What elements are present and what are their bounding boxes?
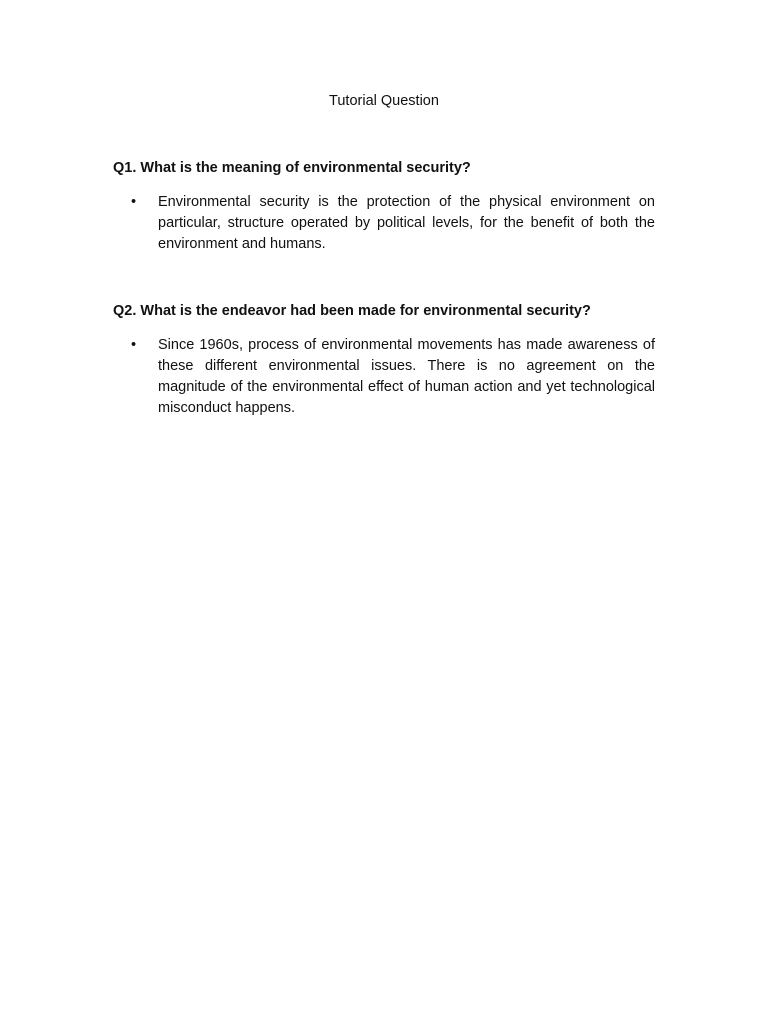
question-heading-1: Q1. What is the meaning of environmental security? — [113, 160, 471, 176]
question-heading-2: Q2. What is the endeavor had been made for environmental security? — [113, 303, 591, 319]
document-title: Tutorial Question — [329, 93, 439, 109]
bullet-dot-icon: • — [131, 194, 137, 210]
bullet-dot-icon: • — [131, 337, 137, 353]
answer-text-2: Since 1960s, process of environmental movements has made awareness of these different environmental issues. There is no agreement on the magnitude of the environmental effect of human action and yet technological misconduct happens. — [158, 337, 655, 416]
answer-text-1: Environmental security is the protection of the physical environment on particular, structure operated by political levels, for the benefit of both the environment and humans. — [158, 194, 655, 252]
